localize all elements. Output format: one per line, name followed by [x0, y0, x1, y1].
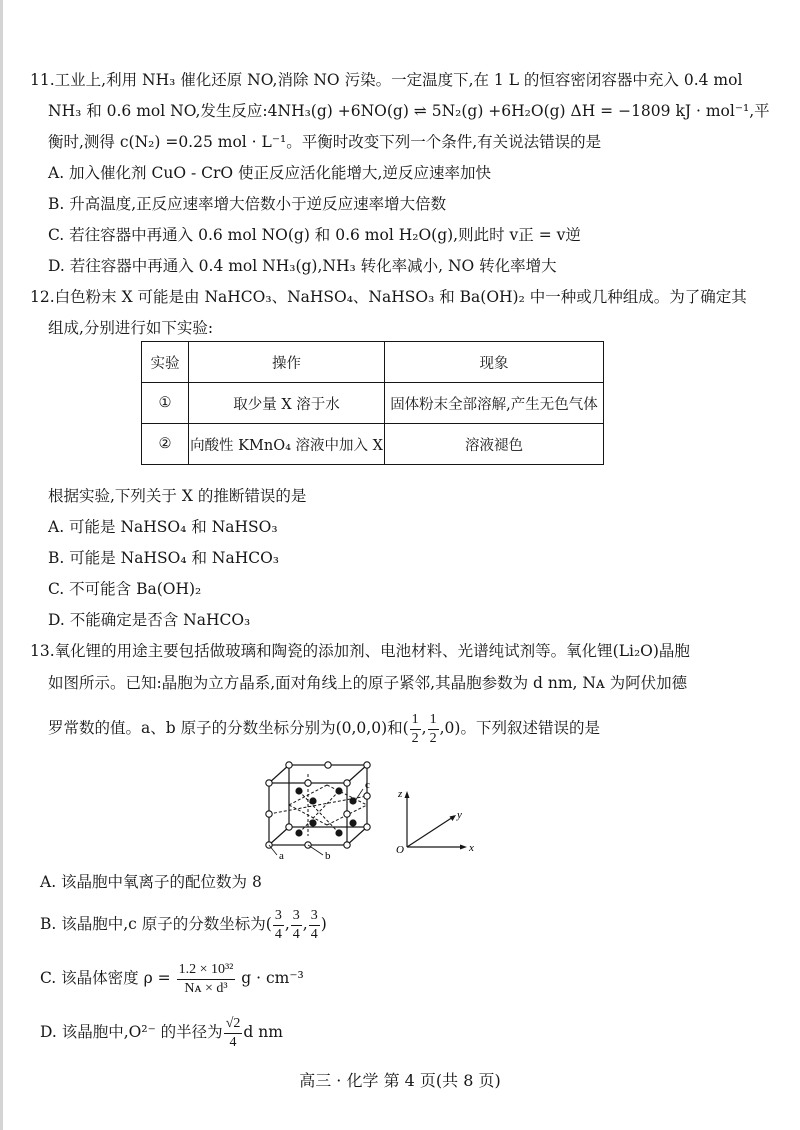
q12-option-b: B. 可能是 NaHSO₄ 和 NaHCO₃	[48, 549, 279, 567]
table-header-cell: 操作	[189, 342, 385, 383]
table-cell: ①	[142, 383, 189, 424]
axis-x-label: x	[469, 842, 474, 854]
axis-origin-label: O	[396, 844, 404, 856]
page-footer: 高三 · 化学 第 4 页(共 8 页)	[299, 1071, 501, 1090]
table-row	[142, 383, 604, 424]
q13-line3: 罗常数的值。a、b 原子的分数坐标分别为(0,0,0)和( $\frac{1}{2}$ , $\frac{1}{2}$ ,0)。下列叙述错误的是	[48, 711, 600, 746]
table-header-cell: 现象	[385, 342, 604, 383]
label-c: c	[365, 779, 370, 791]
density-fraction: $\frac{\text{1.2 × 10³²}}{\text{Nᴀ × d³}}$	[178, 961, 234, 996]
q11-option-d: D. 若往容器中再通入 0.4 mol NH₃(g),NH₃ 转化率减小, NO 转化率增大	[48, 257, 557, 275]
table-cell: 向酸性 KMnO₄ 溶液中加入 X	[189, 424, 385, 465]
fraction-three-quarters: $\frac{3}{4}$	[310, 907, 318, 942]
table-header-cell: 实验	[142, 342, 189, 383]
table-cell: 溶液褪色	[385, 424, 604, 465]
fraction-one-half: $\frac{1}{2}$	[429, 711, 437, 746]
q13-option-a: A. 该晶胞中氧离子的配位数为 8	[40, 873, 262, 891]
radius-fraction: $\frac{√2}{4}$	[225, 1015, 241, 1050]
q11-line1: 11.工业上,利用 NH₃ 催化还原 NO,消除 NO 污染。一定温度下,在 1 L 的恒容密闭容器中充入 0.4 mol	[30, 71, 743, 89]
label-a-leader	[269, 845, 277, 855]
fraction-three-quarters: $\frac{3}{4}$	[274, 907, 282, 942]
page-edge	[0, 0, 3, 1130]
q13-option-b: B. 该晶胞中,c 原子的分数坐标为( $\frac{3}{4}$ , $\frac{3}{4}$ , $\frac{3}{4}$ )	[40, 907, 327, 942]
q13-option-c: C. 该晶体密度 ρ = $\frac{\text{1.2 × 10³²}}{\text{Nᴀ × d³}}$ g · cm⁻³	[40, 961, 304, 996]
table-cell: 固体粉末全部溶解,产生无色气体	[385, 383, 604, 424]
li2o-unit-cell-figure	[255, 755, 495, 865]
q11-option-a: A. 加入催化剂 CuO - CrO 使正反应活化能增大,逆反应速率加快	[48, 164, 491, 182]
label-c-leader	[355, 789, 363, 801]
oxide-ions	[266, 762, 370, 848]
table-header-row	[142, 342, 604, 383]
q12-line1: 12.白色粉末 X 可能是由 NaHCO₃、NaHSO₄、NaHSO₃ 和 Ba(OH)₂ 中一种或几种组成。为了确定其	[30, 288, 747, 306]
q11-option-b: B. 升高温度,正反应速率增大倍数小于逆反应速率增大倍数	[48, 195, 447, 213]
experiment-table	[141, 341, 604, 465]
table-row	[142, 424, 604, 465]
axis-y-label: y	[457, 809, 462, 821]
q13-line3-pre: 罗常数的值。a、b 原子的分数坐标分别为(0,0,0)和(	[48, 719, 409, 737]
q12-option-c: C. 不可能含 Ba(OH)₂	[48, 580, 202, 598]
fraction-one-half: $\frac{1}{2}$	[411, 711, 419, 746]
q11-line2: NH₃ 和 0.6 mol NO,发生反应:4NH₃(g) +6NO(g) ⇌ 5N₂(g) +6H₂O(g) ΔH = −1809 kJ · mol⁻¹,平	[48, 102, 770, 120]
axis-z-label: z	[398, 788, 403, 800]
q12-line2: 组成,分别进行如下实验:	[48, 319, 214, 337]
q13-line3-post: ,0)。下列叙述错误的是	[439, 719, 600, 737]
table-cell: ②	[142, 424, 189, 465]
q12-option-a: A. 可能是 NaHSO₄ 和 NaHSO₃	[48, 518, 278, 536]
table-cell: 取少量 X 溶于水	[189, 383, 385, 424]
q12-option-d: D. 不能确定是否含 NaHCO₃	[48, 611, 251, 629]
q11-line3: 衡时,测得 c(N₂) =0.25 mol · L⁻¹。平衡时改变下列一个条件,有关说法错误的是	[48, 133, 602, 151]
q11-option-c: C. 若往容器中再通入 0.6 mol NO(g) 和 0.6 mol H₂O(g),则此时 v正 = v逆	[48, 226, 581, 244]
q13-option-d: D. 该晶胞中,O²⁻ 的半径为 $\frac{√2}{4}$ d nm	[40, 1015, 283, 1050]
cube-edges	[269, 765, 367, 845]
fraction-three-quarters: $\frac{3}{4}$	[292, 907, 300, 942]
label-b: b	[325, 850, 331, 862]
q13-line1: 13.氧化锂的用途主要包括做玻璃和陶瓷的添加剂、电池材料、光谱纯试剂等。氧化锂(Li₂O)晶胞	[30, 642, 690, 660]
label-a: a	[279, 850, 284, 862]
q12-question: 根据实验,下列关于 X 的推断错误的是	[48, 487, 307, 505]
q13-line2: 如图所示。已知:晶胞为立方晶系,面对角线上的原子紧邻,其晶胞参数为 d nm, Nᴀ 为阿伏加德	[48, 674, 688, 692]
label-b-leader	[308, 845, 323, 855]
